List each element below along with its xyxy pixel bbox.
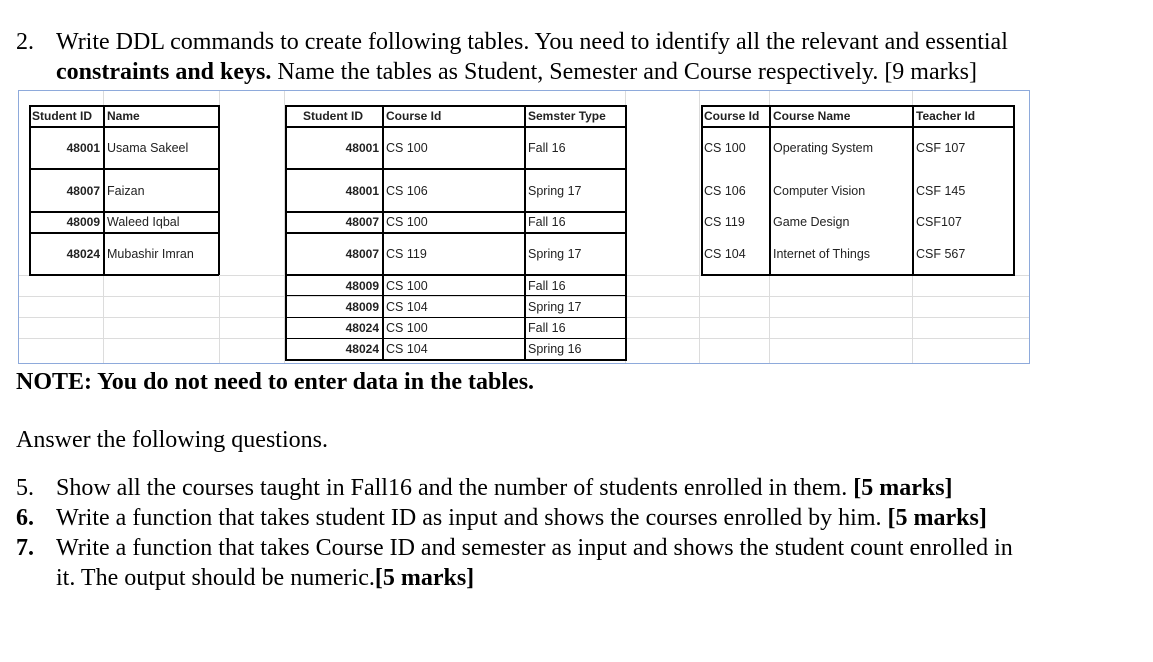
semester-row-5-course: CS 100: [386, 279, 428, 293]
student-row-1-name: Usama Sakeel: [107, 141, 189, 155]
semester-row-4-course: CS 119: [386, 247, 427, 261]
course-row-1-name: Operating System: [773, 141, 874, 155]
question-2-bold-text: constraints and keys.: [56, 59, 272, 85]
student-row-2-id: 48007: [66, 184, 100, 198]
question-2-rest-text: Name the tables as Student, Semester and Course respectively. [9 marks]: [271, 59, 977, 85]
question-7-text-2: it. The output should be numeric.: [56, 565, 375, 591]
course-header-name: Course Name: [773, 109, 851, 123]
semester-row-3-type: Fall 16: [528, 215, 566, 229]
semester-row-3-id: 48007: [345, 215, 379, 229]
semester-table: [285, 105, 627, 361]
semester-row-7-id: 48024: [345, 321, 379, 335]
student-row-4-id: 48024: [66, 247, 100, 261]
semester-row-1-type: Fall 16: [528, 141, 566, 155]
course-row-4-id: CS 104: [704, 247, 746, 261]
semester-row-4-type: Spring 17: [528, 247, 582, 261]
semester-row-2-id: 48001: [345, 184, 379, 198]
course-row-1-id: CS 100: [704, 141, 746, 155]
question-5-marks: [5 marks]: [853, 475, 953, 501]
course-header-id: Course Id: [704, 109, 760, 123]
note-text: NOTE: You do not need to enter data in the tables.: [16, 369, 535, 395]
semester-header-type: Semster Type: [528, 109, 606, 123]
course-row-3-name: Game Design: [773, 215, 850, 229]
semester-row-6-id: 48009: [345, 300, 379, 314]
semester-row-8-id: 48024: [345, 342, 379, 356]
student-row-1-id: 48001: [66, 141, 100, 155]
semester-row-6-type: Spring 17: [528, 300, 582, 314]
student-row-3-name: Waleed Iqbal: [107, 215, 180, 229]
semester-row-5-type: Fall 16: [528, 279, 566, 293]
question-7-number: 7.: [16, 535, 34, 561]
semester-header-student-id: Student ID: [303, 109, 363, 123]
course-row-3-id: CS 119: [704, 215, 745, 229]
semester-header-course-id: Course Id: [386, 109, 442, 123]
question-2-number: 2.: [16, 29, 34, 55]
semester-row-8-course: CS 104: [386, 342, 428, 356]
question-6-number: 6.: [16, 505, 34, 531]
semester-row-1-id: 48001: [345, 141, 379, 155]
semester-row-7-type: Fall 16: [528, 321, 566, 335]
question-6-text: Write a function that takes student ID as input and shows the courses enrolled by him.: [56, 505, 888, 531]
question-5-text: Show all the courses taught in Fall16 and the number of students enrolled in them.: [56, 475, 854, 501]
student-table: [29, 105, 219, 275]
semester-row-3-course: CS 100: [386, 215, 428, 229]
answer-intro: Answer the following questions.: [16, 427, 328, 453]
student-row-3-id: 48009: [66, 215, 100, 229]
spreadsheet-image: [18, 90, 1030, 364]
course-row-4-teacher: CSF 567: [916, 247, 966, 261]
question-2-line-1: Write DDL commands to create following tables. You need to identify all the relevant and essential: [56, 29, 1008, 55]
student-header-id: Student ID: [32, 109, 92, 123]
course-table: [701, 105, 1015, 275]
question-5-number: 5.: [16, 475, 34, 501]
course-row-3-teacher: CSF107: [916, 215, 962, 229]
semester-row-6-course: CS 104: [386, 300, 428, 314]
course-row-1-teacher: CSF 107: [916, 141, 966, 155]
course-row-2-id: CS 106: [704, 184, 746, 198]
course-row-2-name: Computer Vision: [773, 184, 866, 198]
course-row-2-teacher: CSF 145: [916, 184, 966, 198]
question-6-marks: [5 marks]: [887, 505, 987, 531]
student-row-4-name: Mubashir Imran: [107, 247, 194, 261]
student-row-2-name: Faizan: [107, 184, 145, 198]
semester-row-2-type: Spring 17: [528, 184, 582, 198]
course-row-4-name: Internet of Things: [773, 247, 871, 261]
semester-row-1-course: CS 100: [386, 141, 428, 155]
course-header-teacher: Teacher Id: [916, 109, 976, 123]
semester-row-5-id: 48009: [345, 279, 379, 293]
semester-row-8-type: Spring 16: [528, 342, 582, 356]
semester-row-7-course: CS 100: [386, 321, 428, 335]
question-7-marks: [5 marks]: [374, 565, 475, 591]
semester-row-4-id: 48007: [345, 247, 379, 261]
student-header-name: Name: [107, 109, 140, 123]
question-7-text: Write a function that takes Course ID and semester as input and shows the student count enrolled in: [56, 535, 1013, 561]
semester-row-2-course: CS 106: [386, 184, 428, 198]
